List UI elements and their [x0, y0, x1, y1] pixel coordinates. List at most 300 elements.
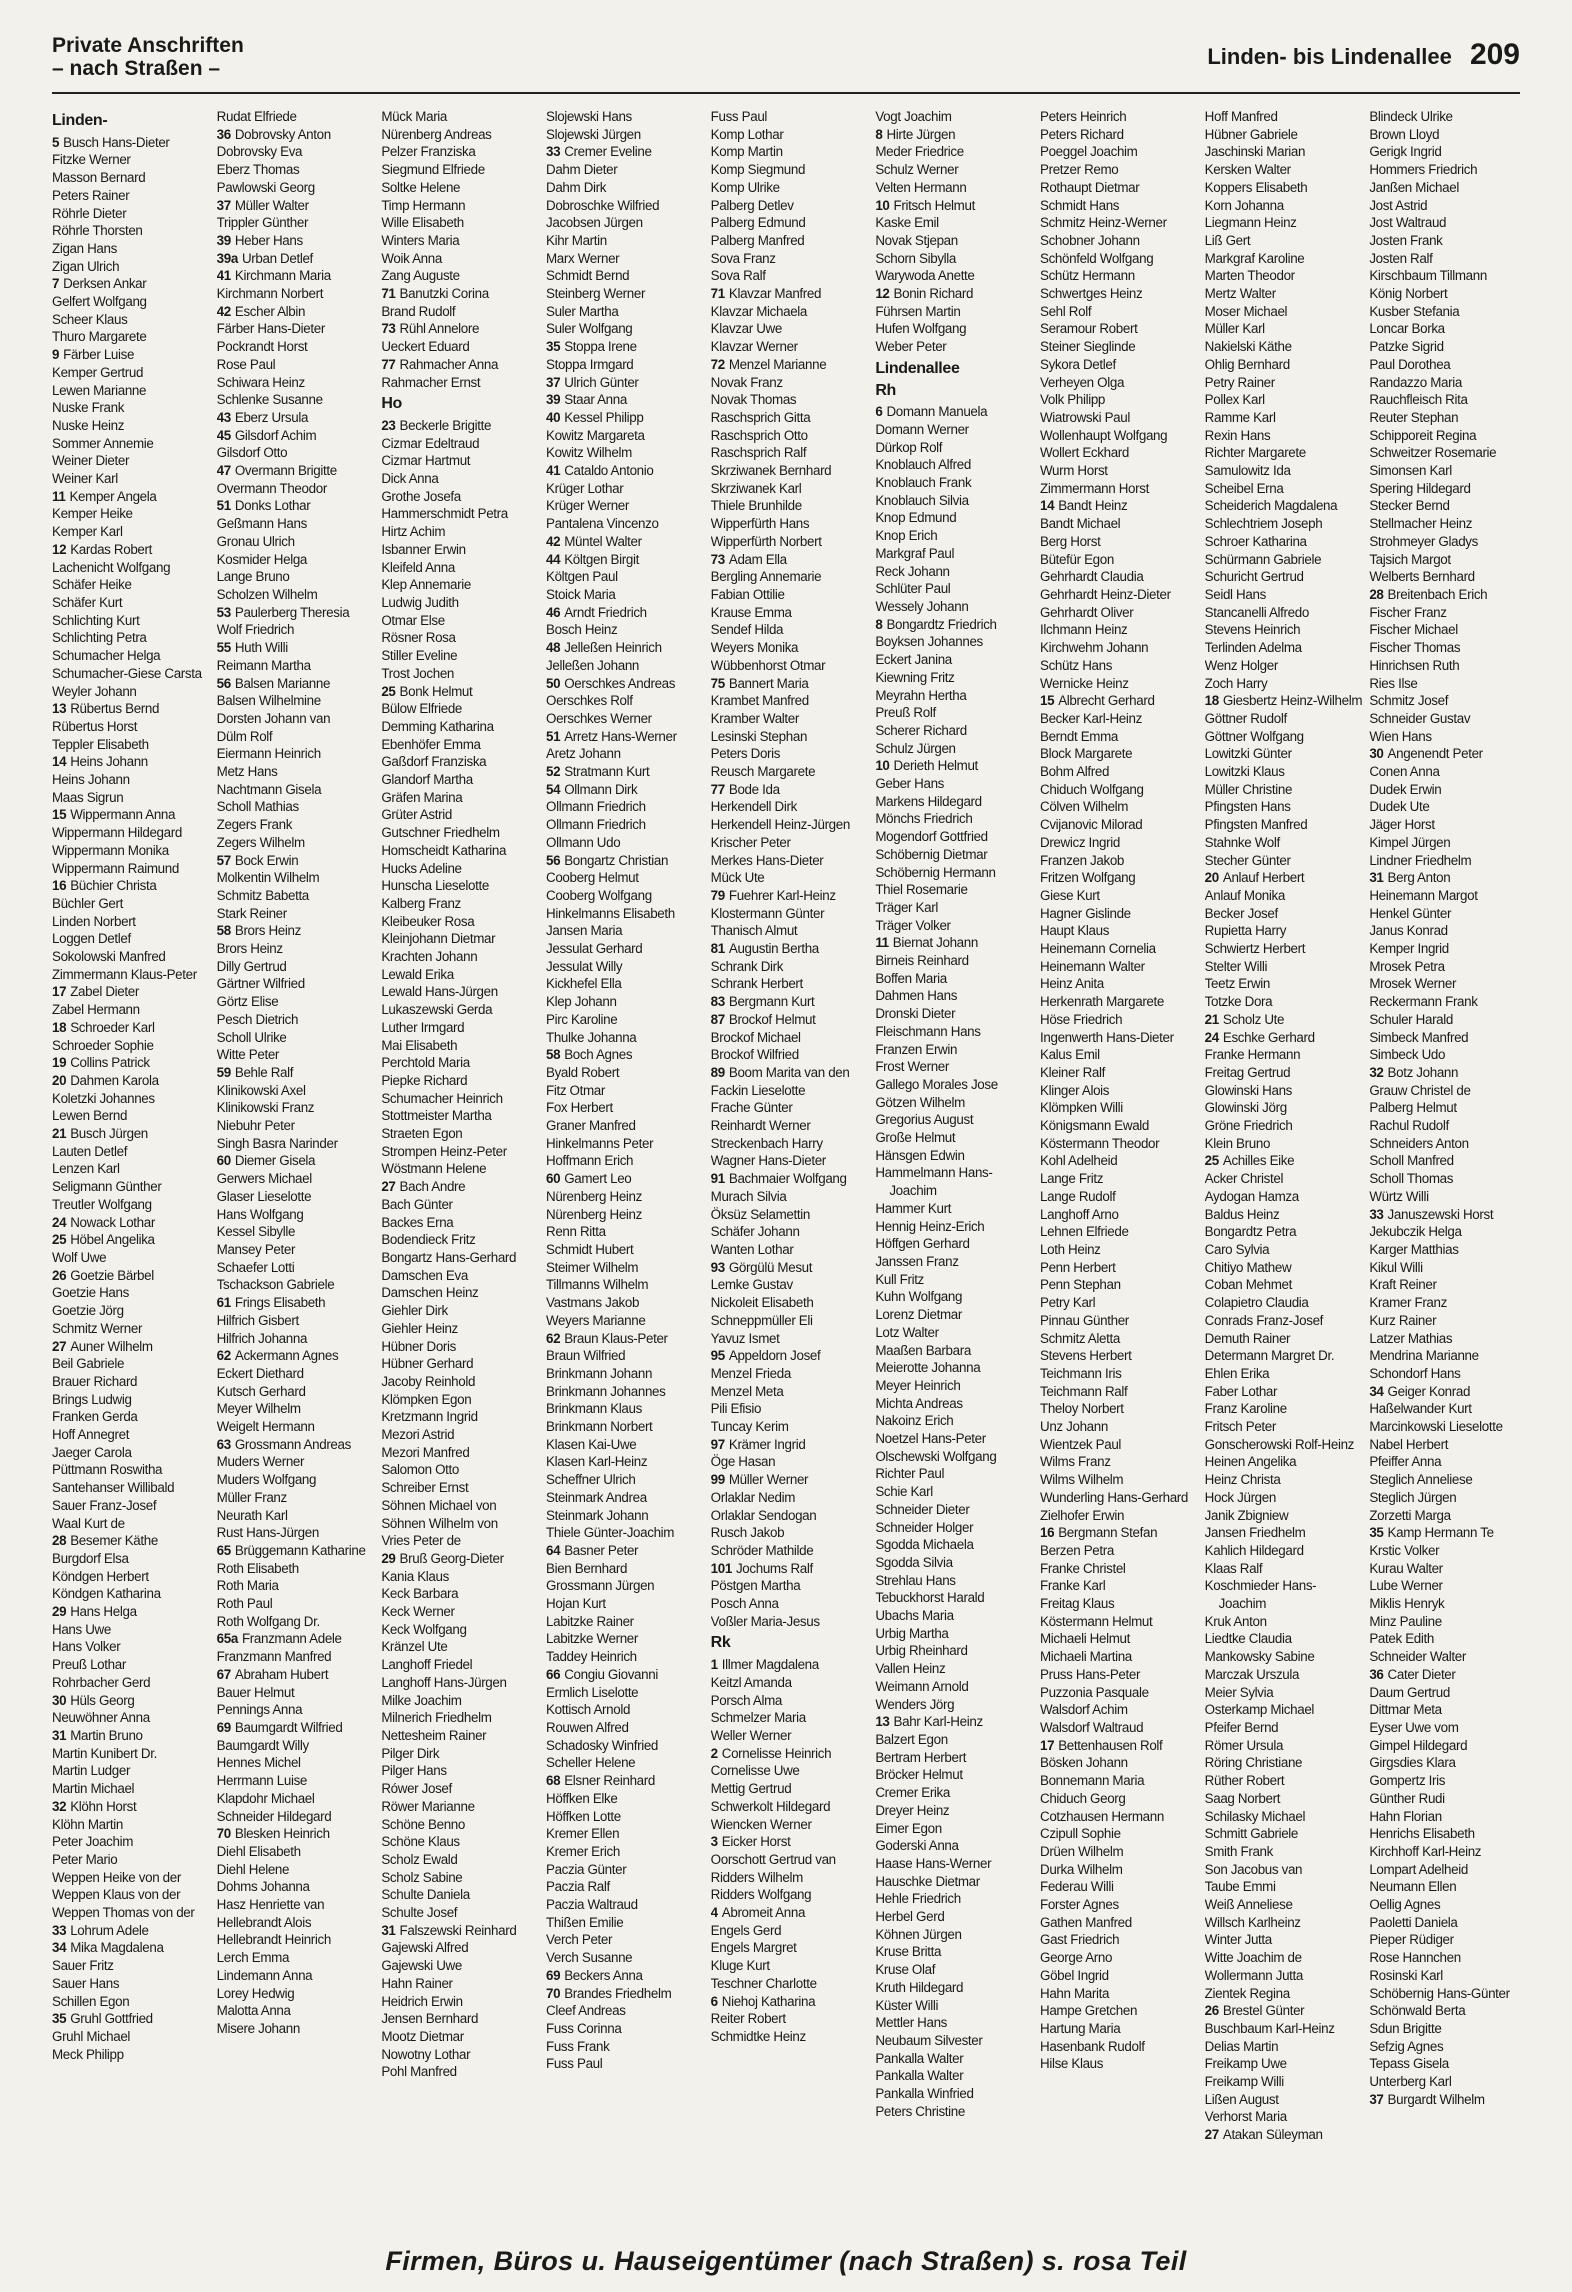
resident-entry: [217, 1241, 376, 1259]
resident-name: Nabel Herbert: [1369, 1436, 1449, 1452]
resident-entry: [52, 1090, 211, 1108]
resident-entry: [1040, 1347, 1199, 1365]
resident-name: Schilasky Michael: [1204, 1808, 1306, 1824]
resident-name: Gonscherowski Rolf-Heinz: [1204, 1436, 1355, 1452]
resident-entry: [1205, 533, 1364, 551]
resident-entry: [217, 1383, 376, 1401]
resident-entry: [875, 775, 1034, 793]
resident-name: Költgen Birgit: [564, 551, 639, 567]
resident-name: Kersken Walter: [1204, 162, 1291, 178]
resident-name: Wippermann Anna: [70, 807, 176, 823]
resident-entry: [1040, 1099, 1199, 1117]
resident-name: Knoblauch Silvia: [875, 492, 969, 508]
house-number: 37: [1369, 2091, 1384, 2107]
resident-name: Cataldo Antonio: [564, 463, 654, 479]
resident-entry: [1369, 285, 1528, 303]
resident-name: Krambet Manfred: [710, 693, 809, 709]
resident-name: Pili Efisio: [710, 1401, 762, 1417]
resident-name: Cleef Andreas: [546, 2003, 626, 2019]
house-number: 35: [1369, 1525, 1384, 1541]
resident-entry: [875, 1642, 1034, 1660]
resident-name: Heinemann Cornelia: [1040, 941, 1156, 957]
resident-name: Gamert Leo: [564, 1171, 632, 1187]
resident-name: Paul Dorothea: [1369, 356, 1451, 372]
resident-entry: [1205, 1542, 1364, 1560]
resident-name: Meder Friedrice: [875, 144, 964, 160]
resident-name: Lukaszewski Gerda: [381, 1002, 493, 1018]
resident-entry: [1040, 675, 1199, 693]
header-range-text: Linden- bis Lindenallee: [1207, 44, 1452, 69]
resident-name: Müller Christine: [1204, 781, 1293, 797]
resident-name: Schumacher Heinrich: [381, 1090, 503, 1106]
resident-entry: [875, 456, 1034, 474]
resident-entry: [711, 1489, 870, 1507]
resident-name: Willsch Karlheinz: [1204, 1914, 1301, 1930]
resident-name: Zimmermann Horst: [1040, 480, 1149, 496]
resident-entry: [381, 1461, 540, 1479]
resident-entry: [217, 1825, 376, 1843]
resident-name: Sdun Brigitte: [1369, 2020, 1442, 2036]
house-number: 31: [52, 1727, 67, 1743]
resident-name: Biernat Johann: [892, 935, 978, 951]
resident-entry: [1040, 1223, 1199, 1241]
resident-name: Pöstgen Martha: [710, 1578, 801, 1594]
house-number: 51: [216, 498, 231, 514]
resident-entry: [1040, 1684, 1199, 1702]
resident-entry: [217, 675, 376, 693]
resident-name: Buschbaum Karl-Heinz: [1204, 2020, 1335, 2036]
resident-entry: [1369, 692, 1528, 710]
resident-name: Zegers Frank: [216, 817, 293, 833]
resident-name: Fuss Frank: [546, 2038, 610, 2054]
resident-entry: [1369, 409, 1528, 427]
resident-name: Schwerkolt Hildegard: [710, 1798, 831, 1814]
resident-name: Grauw Christel de: [1369, 1082, 1471, 1098]
resident-entry: [1205, 1878, 1364, 1896]
resident-entry: [1040, 869, 1199, 887]
resident-name: Masson Bernard: [52, 170, 146, 186]
resident-entry: [1369, 1046, 1528, 1064]
resident-entry: [52, 1638, 211, 1656]
resident-name: Meyrahn Hertha: [875, 687, 967, 703]
resident-name: Brestel Günter: [1222, 2003, 1305, 2019]
resident-entry: [52, 771, 211, 789]
resident-entry: [711, 1993, 870, 2011]
resident-name: Cater Dieter: [1387, 1666, 1456, 1682]
resident-entry: [217, 1206, 376, 1224]
resident-name: Cornelisse Heinrich: [721, 1745, 832, 1761]
house-number: 75: [710, 675, 725, 691]
resident-name: Rübertus Bernd: [70, 701, 160, 717]
resident-name: Kessel Philipp: [564, 409, 644, 425]
resident-name: Bohm Alfred: [1040, 764, 1110, 780]
resident-name: Zimmermann Klaus-Peter: [52, 966, 197, 982]
resident-entry: [711, 1709, 870, 1727]
resident-entry: [1205, 1418, 1364, 1436]
resident-entry: [217, 1560, 376, 1578]
resident-entry: [546, 621, 705, 639]
resident-name: Höbel Angelika: [70, 1232, 155, 1248]
resident-name: Weiß Anneliese: [1204, 1897, 1293, 1913]
resident-entry: [1205, 1719, 1364, 1737]
resident-name: Mendrina Marianne: [1369, 1348, 1479, 1364]
resident-name: Büchler Gert: [52, 895, 123, 911]
resident-entry: [1369, 1666, 1528, 1684]
resident-entry: [1205, 1737, 1364, 1755]
resident-name: Son Jacobus van: [1204, 1861, 1303, 1877]
resident-name: Franke Christel: [1040, 1560, 1126, 1576]
resident-name: Franz Karoline: [1204, 1401, 1287, 1417]
resident-name: Herkendell Dirk: [710, 799, 797, 815]
resident-name: Schwiertz Herbert: [1204, 941, 1306, 957]
resident-name: Hock Jürgen: [1204, 1489, 1276, 1505]
resident-name: Sommer Annemie: [52, 435, 154, 451]
resident-name: Brandes Friedhelm: [564, 1985, 672, 2001]
resident-entry: [546, 1099, 705, 1117]
resident-name: Martin Kunibert Dr.: [52, 1745, 157, 1761]
resident-name: Boch Agnes: [564, 1047, 633, 1063]
resident-entry: [1369, 1117, 1528, 1135]
resident-entry: [546, 816, 705, 834]
resident-entry: [875, 651, 1034, 669]
resident-name: Kränzel Ute: [381, 1639, 448, 1655]
resident-entry: [52, 1550, 211, 1568]
resident-name: Colapietro Claudia: [1204, 1295, 1309, 1311]
resident-name: Meyer Wilhelm: [216, 1401, 301, 1417]
resident-entry: [381, 718, 540, 736]
resident-name: Hirtz Achim: [381, 524, 446, 540]
house-number: 34: [1369, 1383, 1384, 1399]
resident-entry: [875, 1501, 1034, 1519]
resident-name: Kuhn Wolfgang: [875, 1289, 963, 1305]
resident-name: Lowitzki Klaus: [1204, 764, 1285, 780]
resident-entry: [381, 2046, 540, 2064]
resident-entry: [1369, 1542, 1528, 1560]
resident-entry: [1040, 551, 1199, 569]
resident-name: Meyer Heinrich: [875, 1377, 961, 1393]
resident-entry: [217, 1949, 376, 1967]
resident-entry: [875, 1749, 1034, 1767]
house-number: 79: [710, 887, 725, 903]
resident-entry: [1205, 1259, 1364, 1277]
resident-entry: [1040, 1985, 1199, 2003]
resident-entry: [711, 710, 870, 728]
resident-name: Knoblauch Frank: [875, 475, 972, 491]
resident-entry: [381, 1709, 540, 1727]
resident-entry: [381, 143, 540, 161]
resident-name: Kremer Ellen: [546, 1826, 620, 1842]
resident-name: Peter Mario: [52, 1851, 118, 1867]
resident-name: Ollmann Udo: [546, 834, 621, 850]
resident-entry: [381, 1001, 540, 1019]
resident-name: Schneider Holger: [875, 1519, 974, 1535]
resident-entry: [875, 2103, 1034, 2121]
resident-name: Schillen Egon: [52, 1993, 130, 2009]
resident-entry: [875, 1731, 1034, 1749]
house-number: 59: [216, 1064, 231, 1080]
resident-entry: [546, 1985, 705, 2003]
resident-entry: [711, 852, 870, 870]
resident-entry: [711, 692, 870, 710]
resident-entry: [381, 1178, 540, 1196]
resident-entry: [875, 793, 1034, 811]
resident-entry: [1205, 639, 1364, 657]
resident-entry: [217, 515, 376, 533]
resident-entry: [217, 1029, 376, 1047]
directory-column: [711, 108, 870, 2236]
resident-name: Dick Anna: [381, 471, 439, 487]
house-number: 72: [710, 356, 725, 372]
resident-entry: [1040, 1418, 1199, 1436]
resident-entry: [381, 1391, 540, 1409]
resident-name: Poeggel Joachim: [1040, 144, 1138, 160]
resident-name: Schöbernig Dietmar: [875, 846, 988, 862]
resident-entry: [52, 346, 211, 364]
resident-name: Färber Hans-Dieter: [216, 321, 325, 337]
resident-entry: [546, 533, 705, 551]
resident-entry: [52, 1408, 211, 1426]
resident-name: Schmidt Hubert: [546, 1242, 634, 1257]
resident-entry: [711, 427, 870, 445]
resident-entry: [1205, 1347, 1364, 1365]
resident-entry: [217, 922, 376, 940]
resident-entry: [711, 834, 870, 852]
resident-entry: [1205, 781, 1364, 799]
resident-entry: [711, 1577, 870, 1595]
page-header: [52, 30, 1520, 94]
street-heading: Rh: [875, 381, 896, 399]
house-number: 83: [710, 994, 725, 1010]
resident-entry: [875, 492, 1034, 510]
resident-entry: [711, 1099, 870, 1117]
resident-name: Hans Wolfgang: [216, 1206, 304, 1222]
resident-entry: [1369, 816, 1528, 834]
resident-name: Pankalla Winfried: [875, 2086, 974, 2102]
resident-name: Zigan Ulrich: [52, 258, 120, 274]
resident-entry: [1205, 1524, 1364, 1542]
resident-name: Kirschbaum Tillmann: [1369, 268, 1487, 284]
resident-name: Hübner Gerhard: [381, 1356, 474, 1372]
resident-name: Röring Christiane: [1204, 1755, 1303, 1771]
resident-entry: [711, 869, 870, 887]
resident-entry: [381, 1338, 540, 1356]
resident-entry: [711, 1869, 870, 1887]
resident-name: Stoick Maria: [546, 586, 616, 602]
resident-name: Hilse Klaus: [1040, 2056, 1104, 2072]
resident-entry: [1040, 905, 1199, 923]
resident-entry: [546, 1949, 705, 1967]
resident-entry: [52, 1426, 211, 1444]
resident-name: Sefzig Agnes: [1369, 2038, 1444, 2054]
resident-name: Heinemann Margot: [1369, 887, 1478, 903]
resident-name: Große Helmut: [875, 1130, 956, 1146]
resident-name: Langhoff Hans-Jürgen: [381, 1674, 507, 1690]
resident-entry: [1369, 1577, 1528, 1595]
resident-name: Rosinski Karl: [1369, 1967, 1443, 1983]
resident-entry: [1369, 1436, 1528, 1454]
resident-name: Overmann Theodor: [216, 480, 327, 496]
resident-entry: [546, 1719, 705, 1737]
resident-entry: [875, 1926, 1034, 1944]
resident-name: Wippermann Raimund: [52, 860, 179, 876]
resident-name: Cölven Wilhelm: [1040, 799, 1129, 815]
resident-entry: [1040, 214, 1199, 232]
resident-entry: [381, 1603, 540, 1621]
resident-entry: [217, 1648, 376, 1666]
resident-name: Novak Thomas: [710, 392, 797, 408]
house-number: 62: [546, 1330, 561, 1346]
resident-entry: [381, 612, 540, 630]
resident-name: Engels Margret: [710, 1940, 797, 1956]
house-number: 17: [52, 984, 67, 1000]
resident-name: Eberz Ursula: [234, 409, 309, 425]
resident-name: Olschewski Wolfgang: [875, 1448, 997, 1464]
resident-entry: [381, 930, 540, 948]
resident-entry: [711, 214, 870, 232]
resident-name: Saag Norbert: [1204, 1790, 1281, 1806]
resident-entry: [711, 905, 870, 923]
resident-entry: [1369, 356, 1528, 374]
resident-entry: [546, 338, 705, 356]
resident-name: Hammer Kurt: [875, 1200, 952, 1216]
resident-entry: [52, 1621, 211, 1639]
resident-entry: [875, 285, 1034, 303]
resident-entry: [1205, 728, 1364, 746]
resident-entry: [1040, 1577, 1199, 1595]
resident-name: Determann Margret Dr.: [1204, 1348, 1335, 1364]
resident-name: Schönfeld Wolfgang: [1040, 250, 1154, 266]
resident-entry: [711, 267, 870, 285]
resident-entry: [875, 439, 1034, 457]
house-number: 45: [216, 427, 231, 443]
resident-name: Labitzke Werner: [546, 1631, 639, 1647]
resident-name: Tebuckhorst Harald: [875, 1590, 985, 1606]
resident-entry: [217, 1772, 376, 1790]
resident-entry: [381, 771, 540, 789]
resident-name: Klömpken Willi: [1040, 1100, 1123, 1116]
resident-entry: [1040, 798, 1199, 816]
resident-name: Basner Peter: [564, 1542, 639, 1558]
resident-name: Isbanner Erwin: [381, 541, 466, 557]
resident-name: Kruse Olaf: [875, 1962, 936, 1978]
resident-entry: [1369, 1896, 1528, 1914]
resident-name: Schroer Katharina: [1204, 533, 1307, 549]
resident-name: Girgsdies Klara: [1369, 1755, 1456, 1771]
resident-name: Freitag Gertrud: [1204, 1064, 1291, 1080]
resident-name: Lange Fritz: [1040, 1171, 1104, 1187]
resident-name: Lowitzki Günter: [1204, 746, 1292, 762]
resident-name: Rahmacher Anna: [399, 356, 499, 372]
resident-entry: [217, 214, 376, 232]
resident-name: Frache Günter: [710, 1100, 793, 1116]
resident-entry: [381, 523, 540, 541]
resident-name: Schütz Hermann: [1040, 268, 1135, 284]
resident-name: Korn Johanna: [1204, 197, 1284, 213]
resident-entry: [1369, 2020, 1528, 2038]
resident-name: Mezori Astrid: [381, 1427, 455, 1443]
resident-entry: [381, 1072, 540, 1090]
resident-entry: [52, 1780, 211, 1798]
resident-entry: [381, 1302, 540, 1320]
resident-name: Stiller Eveline: [381, 648, 458, 664]
resident-name: Hauschke Dietmar: [875, 1873, 980, 1889]
resident-entry: [1205, 1188, 1364, 1206]
resident-entry: [1205, 1772, 1364, 1790]
resident-entry: [52, 151, 211, 169]
resident-entry: [381, 541, 540, 559]
resident-name: Sendef Hilda: [710, 622, 784, 638]
resident-name: Schmidtke Heinz: [710, 2028, 806, 2044]
resident-name: Hinkelmanns Peter: [546, 1135, 654, 1151]
resident-name: Görgülü Mesut: [728, 1259, 813, 1275]
resident-entry: [875, 669, 1034, 687]
resident-name: Heins Johann: [52, 772, 130, 788]
resident-name: Acker Christel: [1204, 1171, 1284, 1187]
resident-name: Wernicke Heinz: [1040, 675, 1129, 691]
resident-entry: [1205, 1630, 1364, 1648]
resident-name: Kirchmann Norbert: [216, 286, 324, 302]
resident-entry: [52, 1107, 211, 1125]
house-number: 7: [52, 276, 60, 292]
resident-name: Wipperfürth Hans: [710, 516, 810, 532]
resident-entry: [52, 1001, 211, 1019]
resident-name: Heidrich Erwin: [381, 1993, 463, 2009]
resident-name: Haase Hans-Werner: [875, 1855, 992, 1871]
house-number: 42: [546, 533, 561, 549]
resident-name: Nettesheim Rainer: [381, 1727, 487, 1743]
resident-name: Schütz Hans: [1040, 657, 1113, 673]
resident-entry: [546, 1294, 705, 1312]
resident-name: Preuß Lothar: [52, 1657, 126, 1673]
resident-entry: [546, 1453, 705, 1471]
resident-entry: [381, 197, 540, 215]
resident-name: Marcinkowski Lieselotte: [1369, 1419, 1503, 1435]
resident-entry: [52, 877, 211, 895]
resident-entry: [381, 1090, 540, 1108]
resident-name: Bertram Herbert: [875, 1749, 967, 1765]
resident-name: Kleiner Ralf: [1040, 1064, 1106, 1080]
resident-name: Gilsdorf Achim: [234, 427, 317, 443]
resident-entry: [546, 444, 705, 462]
resident-entry: [546, 551, 705, 569]
resident-entry: [1369, 604, 1528, 622]
resident-name: Kemper Angela: [69, 488, 157, 504]
resident-name: Müller Walter: [234, 197, 309, 213]
resident-name: Latzer Mathias: [1369, 1330, 1453, 1346]
resident-name: Demming Katharina: [381, 718, 494, 734]
resident-name: Rohrbacher Gerd: [52, 1674, 151, 1690]
directory-column: [381, 108, 540, 2236]
resident-name: Labitzke Rainer: [546, 1613, 634, 1629]
resident-name: Weiner Karl: [52, 471, 118, 487]
resident-entry: [1040, 1790, 1199, 1808]
resident-name: Lompart Adelheid: [1369, 1861, 1468, 1877]
resident-entry: [1040, 1117, 1199, 1135]
resident-entry: [711, 1117, 870, 1135]
resident-entry: [1040, 1949, 1199, 1967]
resident-entry: [217, 444, 376, 462]
resident-entry: [546, 1383, 705, 1401]
resident-entry: [217, 710, 376, 728]
resident-name: Fox Herbert: [546, 1100, 613, 1116]
resident-entry: [1040, 2020, 1199, 2038]
resident-name: Gimpel Hildegard: [1369, 1737, 1468, 1753]
resident-entry: [711, 1135, 870, 1153]
resident-entry: [546, 798, 705, 816]
resident-entry: [217, 586, 376, 604]
resident-name: Pelzer Franziska: [381, 144, 476, 160]
resident-name: Taddey Heinrich: [546, 1649, 637, 1665]
